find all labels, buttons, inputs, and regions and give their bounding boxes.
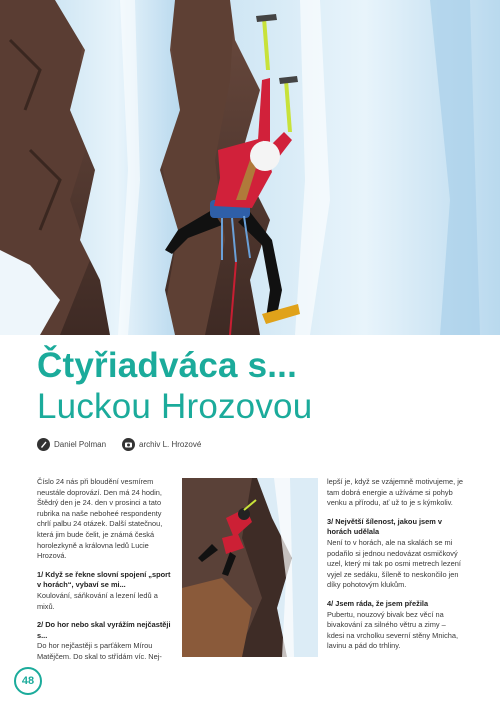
ice-climber-illustration <box>0 0 500 335</box>
question-3 <box>327 517 465 591</box>
intro-paragraph: Číslo 24 nás při bloudění vesmírem neustále doprovází. Den má 24 hodin, Štědrý den je 24. den v prosinci a tato rubrika na naše neboheé respondenty chrlí palbu 24 otázek. Další statečnou, která jim bude čelit, je známá česká horolezkyně a královna ledů Lucie Hrozová. <box>37 477 163 561</box>
page-number: 48 <box>14 667 42 695</box>
article-title <box>37 345 477 427</box>
question-2 <box>37 620 173 662</box>
hero-photo <box>0 0 500 335</box>
question-1-title: 1/ Když se řekne slovní spojení „sport v horách“, vybaví se mi... <box>37 569 171 590</box>
question-4-title: 4/ Jsem ráda, že jsem přežila <box>327 598 429 608</box>
pen-icon <box>37 438 50 451</box>
question-2-title: 2/ Do hor nebo skal vyrážím nejčastěji s... <box>37 620 171 640</box>
climber-photo-illustration <box>182 478 318 657</box>
question-4-answer: Pubertu, nouzový bivak bez věcí na bivakování za silného větru a zimy – kdesi na vrcholku severní stěny Mnicha, lavinu a pád do trhliny. <box>327 609 459 651</box>
question-1-answer: Koulování, sáňkování a lezení ledů a mixů. <box>37 590 158 611</box>
camera-icon <box>122 438 135 451</box>
question-1 <box>37 570 173 612</box>
title-line-1: Čtyřiadváca s... <box>37 346 298 385</box>
question-3-answer: Není to v horách, ale na skalách se mi podařilo si jednou nedovázat osmičkový uzel, který mi tak po osmi metrech lezení vyjel ze sedáku, šíleně to neskončilo jen díky pohotovým klukům. <box>327 537 461 590</box>
continuation-paragraph: lepší je, když se vzájemně motivujeme, je tam dobrá energie a užíváme si pohyb venku a přírodu, ať už to je s kýmkoliv. <box>327 477 463 508</box>
inline-photo <box>182 478 318 657</box>
photo-credit: archiv L. Hrozové <box>139 439 202 449</box>
author-name: Daniel Polman <box>54 439 107 449</box>
question-2-answer: Do hor nejčastěji s parťákem Mírou Matějčem. Do skal to střídám víc. Nej- <box>37 641 162 661</box>
question-3-title: 3/ Největší šílenost, jakou jsem v horách udělala <box>327 516 443 537</box>
title-line-2: Luckou Hrozovou <box>37 387 313 426</box>
text-column-3 <box>327 477 465 660</box>
credits-bar <box>37 436 201 452</box>
question-4 <box>327 599 465 652</box>
text-column-1 <box>37 477 173 671</box>
